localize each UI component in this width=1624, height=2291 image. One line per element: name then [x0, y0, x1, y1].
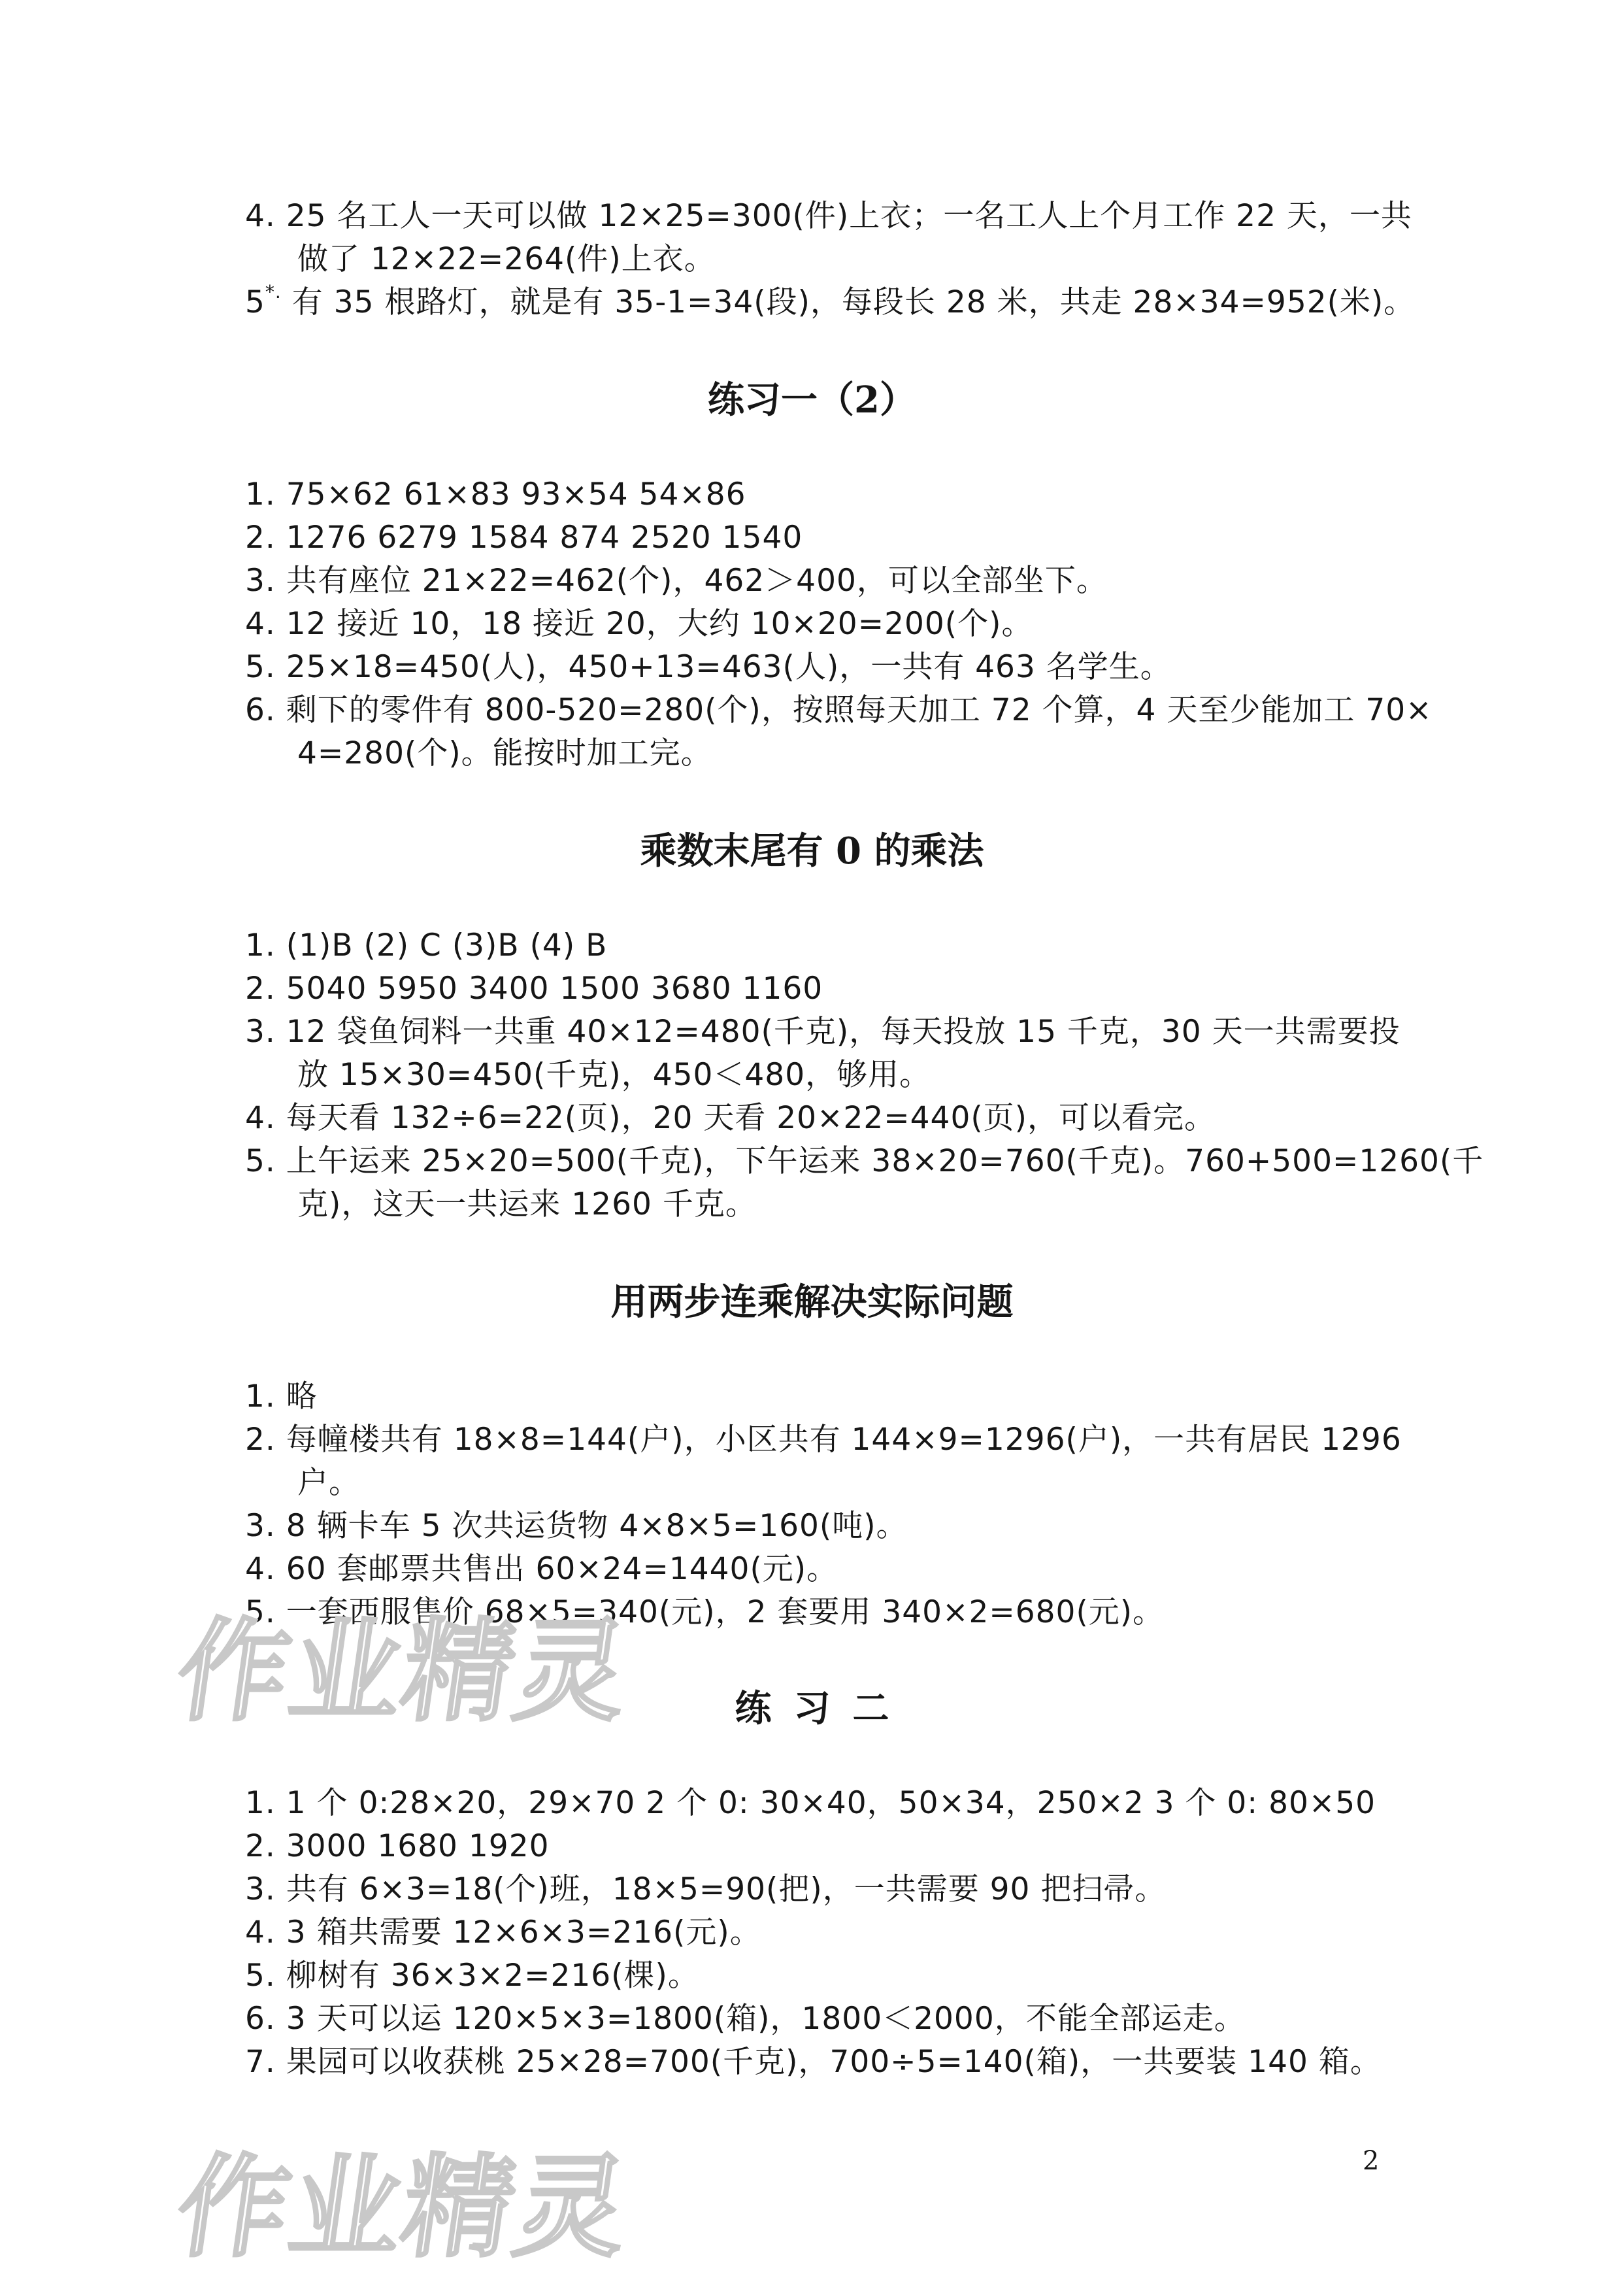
section-heading: 练习二 [735, 1687, 912, 1730]
answer-text: 有 35 根路灯，就是有 35-1=34(段)，每段长 28 米，共走 28×34=952(米)。 [291, 284, 1416, 320]
answer-line: 做了 12×22=264(件)上衣。 [297, 241, 716, 277]
answer-line: 3. 8 辆卡车 5 次共运货物 4×8×5=160(吨)。 [245, 1508, 908, 1544]
answer-line: 4. 12 接近 10，18 接近 20，大约 10×20=200(个)。 [245, 606, 1033, 642]
answer-line: 1. (1)B (2) C (3)B (4) B [245, 928, 608, 963]
answer-line: 5. 柳树有 36×3×2=216(棵)。 [245, 1958, 699, 1994]
answer-line: 6. 剩下的零件有 800-520=280(个)，按照每天加工 72 个算，4 天至少能加工 70× [245, 692, 1433, 728]
answer-line: 7. 果园可以收获桃 25×28=700(千克)，700÷5=140(箱)，一共要装 140 箱。 [245, 2044, 1382, 2080]
section-heading: 练习一（2） [708, 378, 916, 422]
answer-line: 4=280(个)。能按时加工完。 [297, 735, 712, 771]
answer-line: 4. 60 套邮票共售出 60×24=1440(元)。 [245, 1551, 838, 1587]
section-heading: 乘数末尾有 0 的乘法 [640, 829, 984, 873]
watermark-logo: 作业精灵 [169, 2143, 637, 2273]
answer-line: 3. 共有座位 21×22=462(个)，462＞400，可以全部坐下。 [245, 563, 1108, 599]
answer-line: 4. 每天看 132÷6=22(页)，20 天看 20×22=440(页)，可以看完。 [245, 1100, 1216, 1136]
answer-line: 5. 一套西服售价 68×5=340(元)，2 套要用 340×2=680(元)。 [245, 1594, 1165, 1630]
star-mark: *. [265, 281, 282, 303]
answer-line-starred [245, 281, 1415, 324]
answer-line: 4. 3 箱共需要 12×6×3=216(元)。 [245, 1915, 761, 1950]
answer-line: 1. 1 个 0:28×20，29×70 2 个 0: 30×40，50×34，250×2 3 个 0: 80×50 [245, 1785, 1376, 1821]
answer-line: 3. 12 袋鱼饲料一共重 40×12=480(千克)，每天投放 15 千克，30 天一共需要投 [245, 1014, 1400, 1050]
answer-line: 1. 略 [245, 1379, 318, 1414]
answer-line: 3. 共有 6×3=18(个)班，18×5=90(把)，一共需要 90 把扫帚。 [245, 1871, 1167, 1907]
section-heading: 用两步连乘解决实际问题 [610, 1280, 1014, 1324]
answer-line: 户。 [297, 1465, 360, 1501]
answer-line: 2. 每幢楼共有 18×8=144(户)，小区共有 144×9=1296(户)，一共有居民 1296 [245, 1422, 1402, 1458]
answer-line: 2. 1276 6279 1584 874 2520 1540 [245, 520, 803, 556]
answer-line: 放 15×30=450(千克)，450＜480，够用。 [297, 1057, 931, 1093]
answer-line: 5. 上午运来 25×20=500(千克)，下午运来 38×20=760(千克)。760+500=1260(千 [245, 1143, 1484, 1179]
page-number: 2 [1363, 2146, 1380, 2176]
answer-line: 2. 5040 5950 3400 1500 3680 1160 [245, 971, 823, 1007]
answer-line: 6. 3 天可以运 120×5×3=1800(箱)，1800＜2000，不能全部运走。 [245, 2001, 1246, 2037]
answer-line: 2. 3000 1680 1920 [245, 1828, 550, 1864]
item-number: 5 [245, 284, 265, 320]
answer-line: 5. 25×18=450(人)，450+13=463(人)，一共有 463 名学生。 [245, 649, 1172, 685]
answer-line: 4. 25 名工人一天可以做 12×25=300(件)上衣；一名工人上个月工作 22 天，一共 [245, 198, 1412, 234]
answer-line: 克)，这天一共运来 1260 千克。 [297, 1186, 757, 1222]
watermark-logo: 作业精灵 [169, 1607, 637, 1737]
answer-line: 1. 75×62 61×83 93×54 54×86 [245, 477, 746, 512]
